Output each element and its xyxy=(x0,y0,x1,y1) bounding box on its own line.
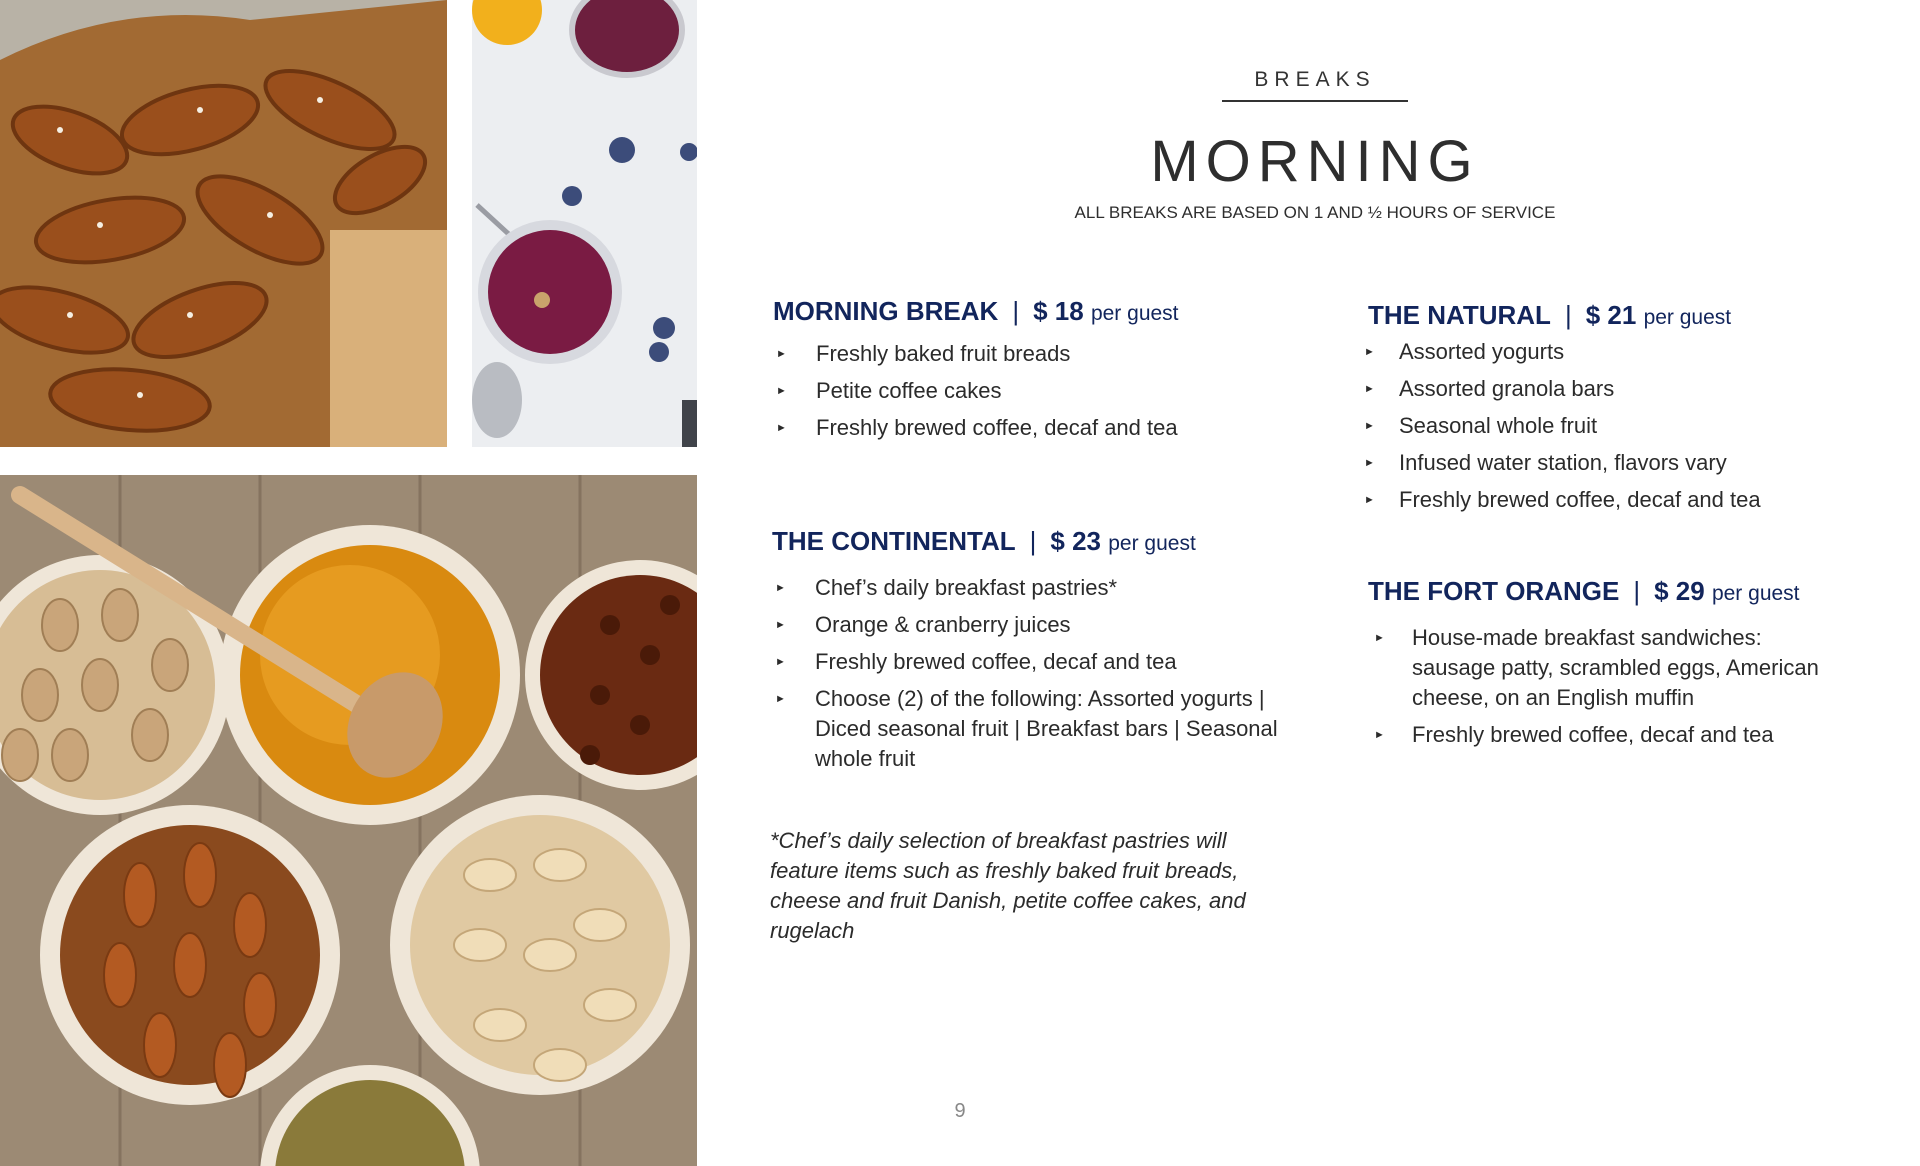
item-text: House-made breakfast sandwiches: sausage patty, scrambled eggs, American cheese, on an English muffin xyxy=(1412,625,1819,710)
bullet-icon: ► xyxy=(1374,632,1385,644)
list-item xyxy=(1368,720,1848,750)
section-name: THE NATURAL xyxy=(1368,300,1551,330)
item-text: Freshly brewed coffee, decaf and tea xyxy=(1399,487,1761,512)
page-title: MORNING xyxy=(1150,129,1480,194)
menu-section-morning-break xyxy=(773,296,1333,450)
page-number: 9 xyxy=(954,1100,966,1122)
nuts-and-honey-photo xyxy=(0,475,697,1166)
heading-separator: | xyxy=(1029,526,1037,556)
item-text: Freshly brewed coffee, decaf and tea xyxy=(1412,722,1774,747)
item-text: Seasonal whole fruit xyxy=(1399,413,1598,438)
list-item xyxy=(773,339,1333,369)
item-text: Infused water station, flavors vary xyxy=(1399,450,1727,475)
price-unit: per guest xyxy=(1090,302,1179,325)
heading-separator: | xyxy=(1633,576,1641,606)
list-item xyxy=(772,647,1312,677)
bullet-icon: ► xyxy=(776,385,787,397)
bullet-icon: ► xyxy=(1374,729,1385,741)
item-text: Chef’s daily breakfast pastries* xyxy=(815,575,1118,600)
list-item xyxy=(1368,623,1848,713)
item-text: Choose (2) of the following: Assorted yogurts | Diced seasonal fruit | Breakfast bars | Seasonal whole fruit xyxy=(815,686,1278,771)
list-item xyxy=(772,573,1312,603)
item-text: Petite coffee cakes xyxy=(816,378,1002,403)
section-name: THE CONTINENTAL xyxy=(772,526,1016,556)
menu-section-fort-orange xyxy=(1368,576,1848,757)
price-unit: per guest xyxy=(1643,306,1732,329)
list-item xyxy=(1364,374,1888,404)
item-text: Assorted yogurts xyxy=(1399,339,1565,364)
section-price: $ 29 xyxy=(1654,576,1705,606)
item-text: Freshly brewed coffee, decaf and tea xyxy=(816,415,1178,440)
section-price: $ 23 xyxy=(1050,526,1101,556)
section-name: MORNING BREAK xyxy=(773,296,999,326)
bullet-icon: ► xyxy=(775,582,786,594)
list-item xyxy=(773,376,1333,406)
heading-separator: | xyxy=(1012,296,1020,326)
eyebrow-underline xyxy=(1222,100,1408,102)
section-eyebrow: BREAKS xyxy=(1254,68,1376,91)
item-list xyxy=(773,339,1333,443)
bullet-icon: ► xyxy=(775,656,786,668)
bullet-icon: ► xyxy=(775,619,786,631)
item-list xyxy=(772,573,1312,774)
price-unit: per guest xyxy=(1108,532,1196,555)
list-item xyxy=(1364,485,1888,515)
bullet-icon: ► xyxy=(1364,383,1375,395)
bullet-icon: ► xyxy=(1364,346,1375,358)
section-name: THE FORT ORANGE xyxy=(1368,576,1620,606)
list-item xyxy=(1364,411,1888,441)
menu-section-natural xyxy=(1364,300,1888,522)
section-price: $ 18 xyxy=(1033,296,1084,326)
price-unit: per guest xyxy=(1711,582,1800,605)
menu-section-continental xyxy=(772,526,1312,781)
pretzel-basket-photo xyxy=(0,0,447,447)
list-item xyxy=(772,684,1312,774)
bullet-icon: ► xyxy=(1364,494,1375,506)
item-list xyxy=(1368,623,1848,750)
berry-jam-photo xyxy=(472,0,697,447)
item-text: Orange & cranberry juices xyxy=(815,612,1071,637)
section-heading xyxy=(1368,300,1888,331)
list-item xyxy=(772,610,1312,640)
bullet-icon: ► xyxy=(1364,420,1375,432)
section-price: $ 21 xyxy=(1585,300,1637,330)
bullet-icon: ► xyxy=(775,693,786,705)
section-heading xyxy=(772,526,1312,557)
list-item xyxy=(1364,337,1888,367)
item-text: Freshly baked fruit breads xyxy=(816,341,1071,366)
item-text: Freshly brewed coffee, decaf and tea xyxy=(815,649,1177,674)
item-list xyxy=(1364,337,1888,515)
section-heading xyxy=(1368,576,1848,607)
item-text: Assorted granola bars xyxy=(1399,376,1615,401)
list-item xyxy=(773,413,1333,443)
heading-separator: | xyxy=(1564,300,1572,330)
bullet-icon: ► xyxy=(776,422,787,434)
bullet-icon: ► xyxy=(1364,457,1375,469)
section-heading xyxy=(773,296,1333,327)
bullet-icon: ► xyxy=(776,348,787,360)
pastry-footnote: *Chef’s daily selection of breakfast pastries will feature items such as freshly baked fruit breads, cheese and fruit Danish, petite coffee cakes, and rugelach xyxy=(770,828,1246,943)
list-item xyxy=(1364,448,1888,478)
page-subtitle: ALL BREAKS ARE BASED ON 1 AND ½ HOURS OF SERVICE xyxy=(1074,203,1556,222)
